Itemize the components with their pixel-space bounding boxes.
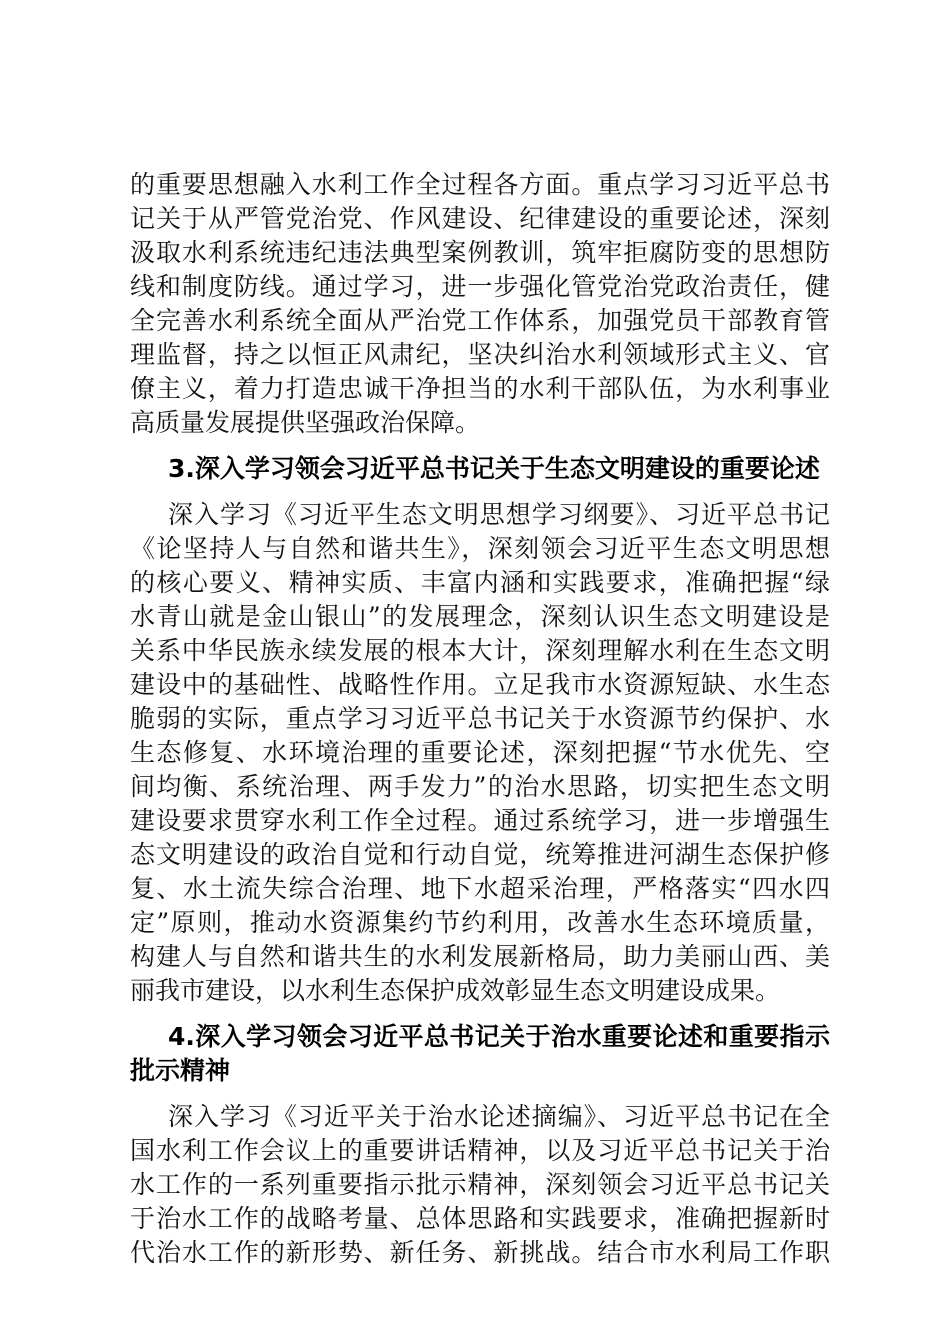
- text-line: 脆弱的实际，重点学习习近平总书记关于水资源节约保护、水: [130, 704, 830, 733]
- text-line: 记关于从严管党治党、作风建设、纪律建设的重要论述，深刻: [130, 204, 830, 233]
- text-line: 僚主义，着力打造忠诚干净担当的水利干部队伍，为水利事业: [130, 374, 830, 403]
- text-line: 复、水土流失综合治理、地下水超采治理，严格落实“四水四: [130, 874, 830, 903]
- text-line: 高质量发展提供坚强政治保障。: [130, 408, 481, 437]
- text-line: 定”原则，推动水资源集约节约利用，改善水生态环境质量，: [130, 908, 830, 937]
- text-line: 态文明建设的政治自觉和行动自觉，统筹推进河湖生态保护修: [130, 840, 830, 869]
- text-line: 于治水工作的战略考量、总体思路和实践要求，准确把握新时: [130, 1204, 830, 1233]
- text-line: 国水利工作会议上的重要讲话精神，以及习近平总书记关于治: [130, 1136, 830, 1165]
- section-heading-3: 3.深入学习领会习近平总书记关于生态文明建设的重要论述: [168, 454, 820, 483]
- text-line: 汲取水利系统违纪违法典型案例教训，筑牢拒腐防变的思想防: [130, 238, 830, 267]
- text-line: 全完善水利系统全面从严治党工作体系，加强党员干部教育管: [130, 306, 830, 335]
- text-line: 生态修复、水环境治理的重要论述，深刻把握“节水优先、空: [130, 738, 830, 767]
- heading-line: 批示精神: [130, 1056, 231, 1085]
- text-line: 线和制度防线。通过学习，进一步强化管党治党政治责任，健: [130, 272, 830, 301]
- text-line: 的核心要义、精神实质、丰富内涵和实践要求，准确把握“绿: [130, 568, 830, 597]
- text-line: 间均衡、系统治理、两手发力”的治水思路，切实把生态文明: [130, 772, 830, 801]
- heading-line: 4.深入学习领会习近平总书记关于治水重要论述和重要指示: [168, 1022, 830, 1051]
- text-line: 构建人与自然和谐共生的水利发展新格局，助力美丽山西、美: [130, 942, 830, 971]
- text-line: 《论坚持人与自然和谐共生》，深刻领会习近平生态文明思想: [130, 534, 830, 563]
- text-line: 关系中华民族永续发展的根本大计，深刻理解水利在生态文明: [130, 636, 830, 665]
- text-line: 水青山就是金山银山”的发展理念，深刻认识生态文明建设是: [130, 602, 830, 631]
- text-line: 丽我市建设，以水利生态保护成效彰显生态文明建设成果。: [130, 976, 781, 1005]
- text-line: 的重要思想融入水利工作全过程各方面。重点学习习近平总书: [130, 170, 830, 199]
- text-line: 建设中的基础性、战略性作用。立足我市水资源短缺、水生态: [130, 670, 830, 699]
- text-line: 深入学习《习近平关于治水论述摘编》、习近平总书记在全: [168, 1102, 830, 1131]
- text-line: 建设要求贯穿水利工作全过程。通过系统学习，进一步增强生: [130, 806, 830, 835]
- text-line: 深入学习《习近平生态文明思想学习纲要》、习近平总书记: [168, 500, 830, 529]
- text-line: 代治水工作的新形势、新任务、新挑战。结合市水利局工作职: [130, 1238, 830, 1267]
- text-line: 理监督，持之以恒正风肃纪，坚决纠治水利领域形式主义、官: [130, 340, 830, 369]
- text-line: 水工作的一系列重要指示批示精神，深刻领会习近平总书记关: [130, 1170, 830, 1199]
